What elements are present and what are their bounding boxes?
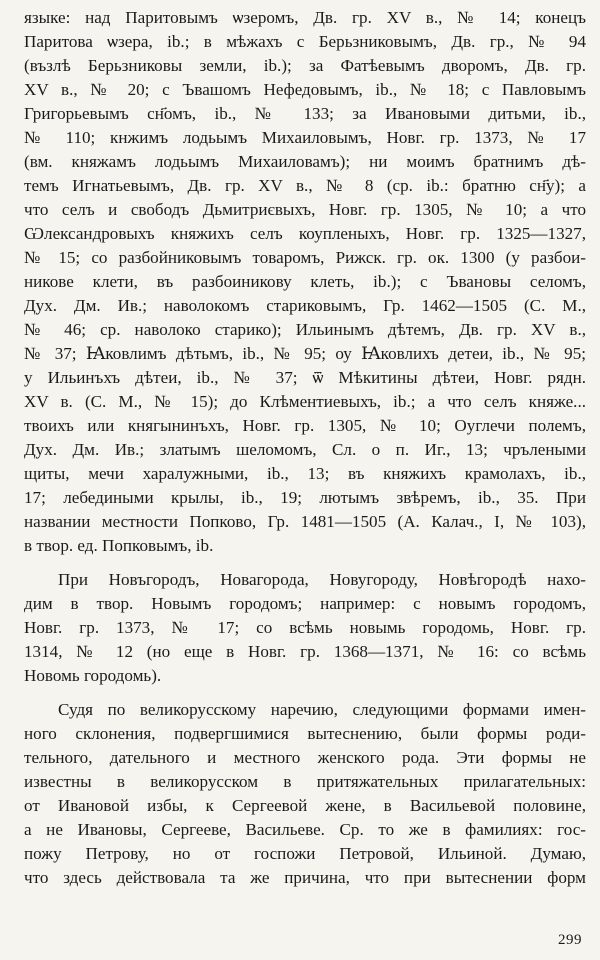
paragraph-examples (24, 6, 586, 558)
text-line: темъ Игнатьевымъ, Дв. гр. XV в., № 8 (ср. ib.: братню сн҃у); а (24, 176, 586, 195)
text-line: При Новъгородъ, Новагорода, Новугороду, Новѣгородѣ нахо- (58, 570, 586, 589)
text-line: Дух. Дм. Ив.; златымъ шеломомъ, Сл. о п. Иг., 13; чрълеными (24, 440, 586, 459)
text-line: в твор. ед. Попковымъ, ib. (24, 536, 214, 555)
text-line: 17; лебедиными крылы, ib., 19; лютымъ звѣремъ, ib., 35. При (24, 488, 586, 507)
text-line: 1314, № 12 (но еще в Новг. гр. 1368—1371, № 16: со всѣмь (24, 642, 586, 661)
text-line: тельного, дательного и местного женского рода. Эти формы не (24, 748, 586, 767)
text-line: никове клети, въ разбоиникову клеть, ib.); с Ъвановы селомъ, (24, 272, 586, 291)
text-line: что селъ и свободъ Дьмитриєвыхъ, Новг. гр. 1305, № 10; а что (24, 200, 586, 219)
text-line: XV в. (С. М., № 15); до Клѣментиевыхъ, ib.; а что селъ княже... (24, 392, 586, 411)
text-line: № 37; Ꙗковлимъ дѣтьмъ, ib., № 95; оу Ꙗковлихъ детеи, ib., № 95; (24, 344, 586, 363)
text-line: (вм. княжамъ лодьымъ Михаиловамъ); ни моимъ братнимъ дѣ- (24, 152, 586, 171)
text-line: № 110; кнжимъ лодьымъ Михаиловымъ, Новг. гр. 1373, № 17 (24, 128, 586, 147)
text-line: языке: над Паритовымъ ѡзеромъ, Дв. гр. XV в., № 14; конецъ (24, 8, 586, 27)
text-line: что здесь действовала та же причина, что при вытеснении форм (24, 868, 586, 887)
text-line: пожу Петрову, но от госпожи Петровой, Ильиной. Думаю, (24, 844, 586, 863)
text-line: Новомь городомь). (24, 666, 162, 685)
text-line: твоихъ или княгынинъхъ, Новг. гр. 1305, № 10; Оуглечи полемъ, (24, 416, 586, 435)
paragraph-great-russian (24, 698, 586, 890)
text-line: № 46; ср. наволоко старико); Ильинымъ дѣтемъ, Дв. гр. XV в., (24, 320, 586, 339)
text-line: XV в., № 20; с Ъвашомъ Нефедовымъ, ib., № 18; с Павловымъ (24, 80, 586, 99)
text-line: № 15; со разбойниковымъ товаромъ, Рижск. гр. ок. 1300 (у разбои- (24, 248, 586, 267)
text-line: названии местности Попково, Гр. 1481—1505 (А. Калач., I, № 103), (24, 512, 586, 531)
text-line: у Ильинъхъ дѣтеи, ib., № 37; ѿ Мѣкитины дѣтеи, Новг. рядн. (24, 368, 586, 387)
text-line: от Ивановой избы, к Сергеевой жене, в Васильевой половине, (24, 796, 586, 815)
text-line: (възлѣ Берьзниковы земли, ib.); за Фатѣевымъ дворомъ, Дв. гр. (24, 56, 586, 75)
paragraph-gap (24, 558, 586, 568)
page-number: 299 (558, 932, 582, 948)
text-line: а не Ивановы, Сергееве, Васильеве. Ср. то же в фамилиях: гос- (24, 820, 586, 839)
text-line: Новг. гр. 1373, № 17; со всѣмь новымь городомь, Новг. гр. (24, 618, 586, 637)
text-line: Паритова ѡзера, ib.; в мѣжахъ с Берьзниковымъ, Дв. гр., № 94 (24, 32, 586, 51)
text-line: Дух. Дм. Ив.; наволокомъ стариковымъ, Гр. 1462—1505 (С. М., (24, 296, 586, 315)
text-line: Ѡлександровыхъ княжихъ селъ коупленыхъ, Новг. гр. 1325—1327, (24, 224, 586, 243)
paragraph-gap (24, 688, 586, 698)
text-line: Судя по великорусскому наречию, следующими формами имен- (58, 700, 586, 719)
text-line: дим в твор. Новымъ городомъ; например: с новымъ городомъ, (24, 594, 586, 613)
text-line: Григорьевымъ сн҃омъ, ib., № 133; за Ивановыми дитьми, ib., (24, 104, 586, 123)
text-line: ного склонения, подвергшимися вытеснению, были формы роди- (24, 724, 586, 743)
paragraph-novgorod (24, 568, 586, 688)
text-line: щиты, мечи харалужными, ib., 13; въ княжихъ крамолахъ, ib., (24, 464, 586, 483)
text-line: известны в великорусском в притяжательных прилагательных: (24, 772, 586, 791)
